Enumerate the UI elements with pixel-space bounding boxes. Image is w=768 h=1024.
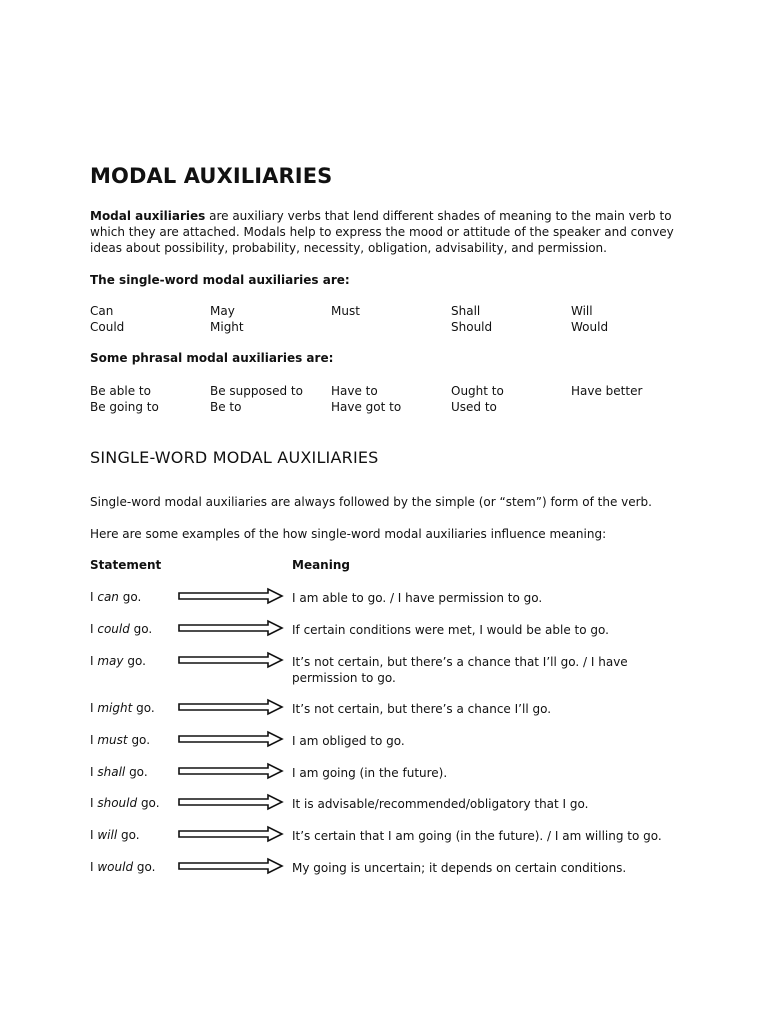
arrow-right-icon xyxy=(178,793,284,811)
modal-word: Must xyxy=(331,304,360,318)
meaning-continued: permission to go. xyxy=(292,671,396,685)
statement: I would go. xyxy=(90,860,156,874)
section-examples-intro: Here are some examples of the how single-word modal auxiliaries influence meaning: xyxy=(90,527,607,541)
phrasal-modal: Ought to xyxy=(451,384,504,398)
intro-paragraph xyxy=(90,208,690,256)
phrasal-modal: Have to xyxy=(331,384,378,398)
phrasal-modal: Have better xyxy=(571,384,643,398)
meaning: If certain conditions were met, I would be able to go. xyxy=(292,623,609,637)
intro-text: are auxiliary verbs that lend different shades of meaning to the main verb to which they are attached. Modals help to express the mood or attitude of the speaker and convey ideas about possibility, probability, necessity, obligation, advisability, and permission. xyxy=(90,209,674,255)
intro-bold-term: Modal auxiliaries xyxy=(90,209,206,223)
statement: I may go. xyxy=(90,654,146,668)
arrow-right-icon xyxy=(178,730,284,748)
statement: I shall go. xyxy=(90,765,148,779)
meaning: It’s not certain, but there’s a chance that I’ll go. / I have xyxy=(292,655,628,669)
modal-word: Can xyxy=(90,304,114,318)
phrasal-heading: Some phrasal modal auxiliaries are: xyxy=(90,351,334,365)
arrow-right-icon xyxy=(178,651,284,669)
single-word-heading: The single-word modal auxiliaries are: xyxy=(90,273,350,287)
modal-word: Might xyxy=(210,320,244,334)
statement: I will go. xyxy=(90,828,140,842)
arrow-right-icon xyxy=(178,698,284,716)
section-note: Single-word modal auxiliaries are always followed by the simple (or “stem”) form of the verb. xyxy=(90,495,652,509)
arrow-right-icon xyxy=(178,825,284,843)
statement: I must go. xyxy=(90,733,151,747)
statement: I might go. xyxy=(90,701,155,715)
arrow-right-icon xyxy=(178,762,284,780)
phrasal-modal: Be supposed to xyxy=(210,384,303,398)
meaning: I am going (in the future). xyxy=(292,766,448,780)
arrow-right-icon xyxy=(178,619,284,637)
modal-word: Should xyxy=(451,320,493,334)
phrasal-modal: Be able to xyxy=(90,384,151,398)
meaning-header: Meaning xyxy=(292,558,350,572)
statement: I could go. xyxy=(90,622,153,636)
modal-word: Would xyxy=(571,320,609,334)
meaning: I am obliged to go. xyxy=(292,734,405,748)
phrasal-modal: Be to xyxy=(210,400,242,414)
arrow-right-icon xyxy=(178,857,284,875)
statement: I can go. xyxy=(90,590,142,604)
phrasal-modal: Be going to xyxy=(90,400,159,414)
arrow-right-icon xyxy=(178,587,284,605)
modal-word: Shall xyxy=(451,304,481,318)
phrasal-modal: Have got to xyxy=(331,400,402,414)
modal-word: May xyxy=(210,304,235,318)
statement: I should go. xyxy=(90,796,160,810)
meaning: I am able to go. / I have permission to go. xyxy=(292,591,543,605)
statement-header: Statement xyxy=(90,558,162,572)
page-title: MODAL AUXILIARIES xyxy=(90,164,333,188)
meaning: My going is uncertain; it depends on certain conditions. xyxy=(292,861,627,875)
meaning: It is advisable/recommended/obligatory that I go. xyxy=(292,797,589,811)
meaning: It’s not certain, but there’s a chance I’ll go. xyxy=(292,702,552,716)
meaning: It’s certain that I am going (in the future). / I am willing to go. xyxy=(292,829,662,843)
modal-word: Will xyxy=(571,304,593,318)
modal-word: Could xyxy=(90,320,125,334)
phrasal-modal: Used to xyxy=(451,400,497,414)
section-title: SINGLE-WORD MODAL AUXILIARIES xyxy=(90,448,379,467)
